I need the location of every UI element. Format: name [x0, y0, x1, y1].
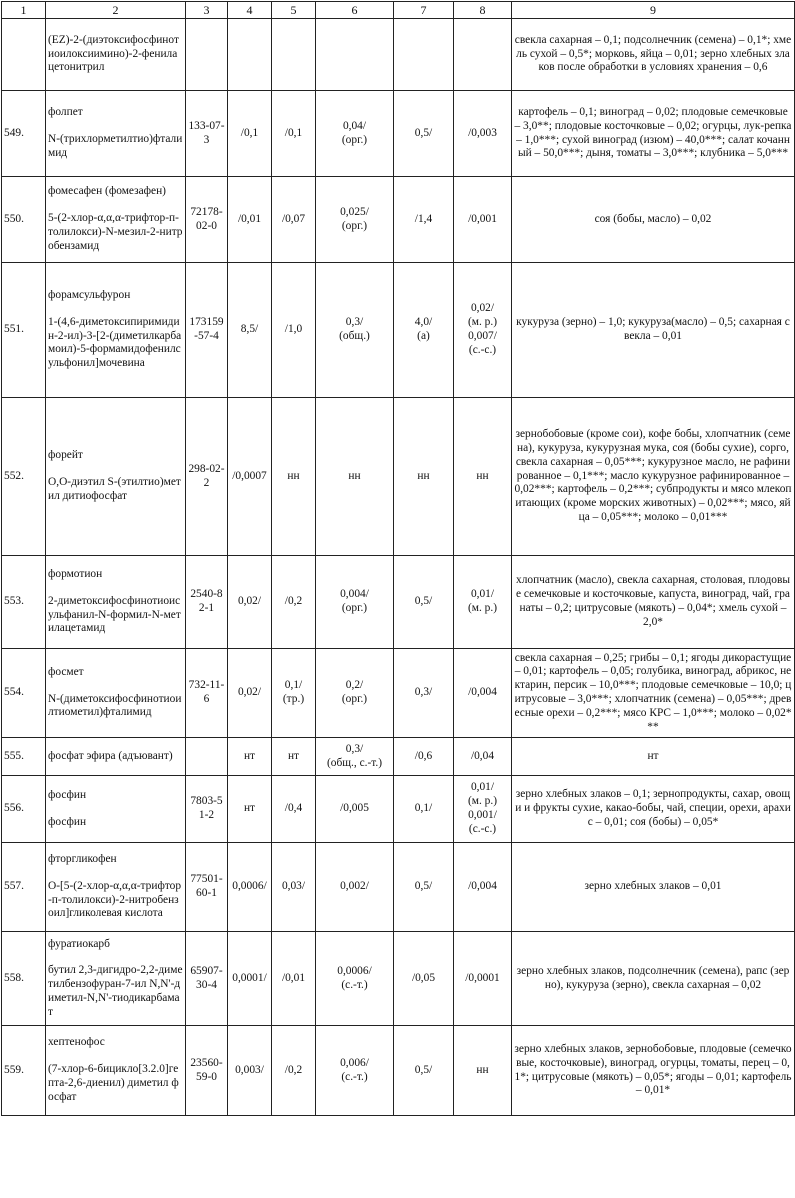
row-number-cell: 552.	[2, 398, 46, 556]
crops-cell: зернобобовые (кроме сои), кофе бобы, хлопчатник (семена), кукуруза, кукурузная мука, соя (бобы сухие), сорго, свекла сахарная – 0,05***; кукурузное масло, не рафинированное – 0,1***; масло кукурузное рафинированное – 0,02***; картофель – 0,2***; субпродукты и мясо млекопитающих (кроме морских животных) – 0,02***; мясо, яйца – 0,05***; молоко – 0,01***	[512, 398, 795, 556]
substance-name-cell	[46, 91, 186, 177]
substance-name-cell: (EZ)-2-(диэтоксифосфинотиоилоксиимино)-2-фенилацетонитрил	[46, 19, 186, 91]
norm-cell-4: 0,0001/	[228, 932, 272, 1026]
norm-value: 0,1/	[284, 679, 303, 692]
norm-cell-4: нт	[228, 776, 272, 843]
chemical-name: N-(диметоксифосфинотиоилтиометил)фталимид	[48, 692, 182, 719]
norm-cell-4: 0,02/	[228, 556, 272, 649]
column-header: 1	[2, 2, 46, 19]
norm-cell-7	[394, 263, 454, 398]
norm-cell-6	[316, 556, 394, 649]
column-header: 9	[512, 2, 795, 19]
crops-cell: хлопчатник (масло), свекла сахарная, столовая, плодовые семечковые и косточковые, капуста, виноград, чай, гранаты – 0,2; цитрусовые (мякоть) – 0,04*; хмель сухой – 2,0*	[512, 556, 795, 649]
substance-name-cell	[46, 177, 186, 263]
table-body	[2, 91, 795, 1116]
norm-value: (тр.)	[282, 693, 305, 705]
norm-value: 0,006/	[340, 1056, 369, 1069]
norm-cell-8	[454, 177, 512, 263]
norm-cell-5	[272, 649, 316, 738]
common-name: формотион	[48, 567, 103, 580]
header-row	[2, 2, 795, 19]
crops-cell: свекла сахарная – 0,1; подсолнечник (семена) – 0,1*; хмель сухой – 0,5*; морковь, яйца – 0,01; зерно хлебных злаков после обработки в условиях хранения – 0,6	[512, 19, 795, 91]
norm-cell-4: 0,02/	[228, 649, 272, 738]
substance-name-cell	[46, 776, 186, 843]
table-row	[2, 738, 795, 776]
norm-value: 0,0006/	[337, 964, 372, 977]
norm-value: /0,04	[470, 749, 495, 762]
common-name: форейт	[48, 449, 83, 462]
crops-cell: зерно хлебных злаков, подсолнечник (семена), рапс (зерно), кукуруза (зерно), свекла сахарная – 0,02	[512, 932, 795, 1026]
chemical-name: О,О-диэтил S-(этилтио)метил дитиофосфат	[48, 476, 181, 502]
chemical-name: N-(трихлорметилтио)фталимид	[48, 133, 183, 159]
chemical-name: O-[5-(2-хлор-α,α,α-трифтор-п-толилокси)-2-нитробензоил]гликолевая кислота	[48, 879, 182, 920]
table-row	[2, 91, 795, 177]
norm-cell-8	[454, 649, 512, 738]
norm-value: (м. р.)	[467, 602, 498, 614]
column-header: 8	[454, 2, 512, 19]
common-name: фосфат эфира (адъювант)	[48, 749, 173, 762]
norm-value: 0,1/	[414, 802, 433, 815]
crops-cell: зерно хлебных злаков – 0,01	[512, 843, 795, 932]
norm-value: /0,0001	[465, 971, 500, 984]
norm-value: (с.-с.)	[468, 343, 497, 356]
norm-cell-6	[316, 776, 394, 843]
common-name: фосмет	[48, 665, 84, 678]
crops-cell: кукуруза (зерно) – 1,0; кукуруза(масло) – 0,5; сахарная свекла – 0,01	[512, 263, 795, 398]
norm-value: 0,002/	[340, 880, 369, 893]
cas-number-cell	[186, 738, 228, 776]
norm-cell-5: /1,0	[272, 263, 316, 398]
table-row	[2, 177, 795, 263]
substance-name-cell	[46, 932, 186, 1026]
norm-value: (орг.)	[341, 693, 368, 705]
row-number-cell: 555.	[2, 738, 46, 776]
regulation-table	[1, 1, 795, 1116]
norm-cell-8	[454, 776, 512, 843]
norm-value: 0,01/	[470, 781, 495, 794]
common-name: фолпет	[48, 106, 83, 119]
cas-number-cell: 65907-30-4	[186, 932, 228, 1026]
cas-number-cell: 7803-51-2	[186, 776, 228, 843]
norm-cell-5: нн	[272, 398, 316, 556]
row-number-cell: 550.	[2, 177, 46, 263]
norm-value: /1,4	[414, 212, 433, 225]
norm-value: нн	[476, 1063, 489, 1076]
cas-number-cell: 732-11-6	[186, 649, 228, 738]
norm-cell-4: 0,0006/	[228, 843, 272, 932]
norm-cell-4: /0,0007	[228, 398, 272, 556]
norm-value: (орг.)	[341, 133, 368, 146]
norm-cell-8	[454, 556, 512, 649]
norm-value: 0,5/	[414, 595, 433, 608]
cas-number-cell: 23560-59-0	[186, 1026, 228, 1116]
chemical-name: (7-хлор-6-бицикло[3.2.0]гепта-2,6-диенил) диметил фосфат	[48, 1063, 179, 1103]
row-number-cell: 554.	[2, 649, 46, 738]
table-row	[2, 776, 795, 843]
table-row	[2, 843, 795, 932]
row-number-cell	[2, 19, 46, 91]
norm-cell-5: нт	[272, 738, 316, 776]
crops-cell: зерно хлебных злаков – 0,1; зернопродукты, сахар, овощи и фрукты сухие, какао-бобы, чай, специи, орехи, арахис – 0,01; соя (бобы) – 0,05*	[512, 776, 795, 843]
table-row	[2, 649, 795, 738]
norm-cell-6	[316, 932, 394, 1026]
crops-cell: соя (бобы, масло) – 0,02	[512, 177, 795, 263]
column-header: 3	[186, 2, 228, 19]
norm-cell-5: /0,2	[272, 556, 316, 649]
column-header: 6	[316, 2, 394, 19]
norm-cell-6	[316, 738, 394, 776]
norm-cell-4: 0,003/	[228, 1026, 272, 1116]
norm-value: (м. р.)	[467, 795, 498, 808]
norm-value: 0,2/	[345, 679, 364, 692]
norm-value: 0,3/	[345, 316, 364, 329]
row-number-cell: 558.	[2, 932, 46, 1026]
norm-value: (общ.)	[339, 330, 370, 342]
table-row-continuation	[2, 19, 795, 91]
norm-value: /0,004	[468, 880, 497, 893]
norm-value: 0,001/	[468, 809, 497, 821]
norm-value: (орг.)	[341, 219, 368, 232]
common-name: фторгликофен	[48, 852, 117, 865]
norm-cell-6	[316, 263, 394, 398]
norm-value: 0,5/	[414, 126, 433, 139]
cas-number-cell: 298-02-2	[186, 398, 228, 556]
substance-name-cell	[46, 556, 186, 649]
norm-value: нн	[417, 469, 430, 482]
norm-cell-7	[394, 91, 454, 177]
norm-cell-8	[454, 263, 512, 398]
norm-cell-6	[316, 177, 394, 263]
chemical-name: 5-(2-хлор-α,α,α-трифтор-п-толилокси)-N-мезил-2-нитробензамид	[48, 212, 183, 252]
crops-cell: нт	[512, 738, 795, 776]
norm-value: 0,025/	[340, 205, 369, 218]
norm-value: /0,05	[411, 971, 436, 984]
row-number-cell: 556.	[2, 776, 46, 843]
norm-value: /0,001	[468, 212, 497, 225]
norm-value: 4,0/	[414, 316, 433, 329]
column-header: 2	[46, 2, 186, 19]
column-header: 5	[272, 2, 316, 19]
norm-cell-4: 8,5/	[228, 263, 272, 398]
norm-cell-7	[394, 649, 454, 738]
chemical-name: 1-(4,6-диметоксипиримидин-2-ил)-3-[2-(диметилкарбамоил)-5-формамидофенилсульфонил]мочевина	[48, 315, 182, 370]
norm-cell-6	[316, 843, 394, 932]
norm-cell-7	[394, 843, 454, 932]
norm-cell-6	[316, 91, 394, 177]
norm-cell-7	[394, 556, 454, 649]
norm-cell-6	[316, 649, 394, 738]
norm-cell-7	[394, 776, 454, 843]
norm-cell-8	[454, 1026, 512, 1116]
common-name: хептенофос	[48, 1036, 105, 1049]
column-header: 4	[228, 2, 272, 19]
norm-cell-8	[454, 932, 512, 1026]
common-name: фосфин	[48, 788, 87, 801]
norm-cell-5: /0,1	[272, 91, 316, 177]
norm-cell-4: /0,01	[228, 177, 272, 263]
row-number-cell: 559.	[2, 1026, 46, 1116]
row-number-cell: 553.	[2, 556, 46, 649]
norm-value: /0,004	[468, 686, 497, 699]
substance-name-cell	[46, 738, 186, 776]
norm-value: /0,005	[340, 802, 369, 815]
norm-cell-5: /0,01	[272, 932, 316, 1026]
table-row	[2, 1026, 795, 1116]
common-name: фомесафен (фомезафен)	[48, 185, 166, 198]
norm-value: (м. р.)	[467, 316, 498, 329]
norm-cell-5: /0,2	[272, 1026, 316, 1116]
substance-name-cell	[46, 649, 186, 738]
norm-value: (с.-с.)	[468, 822, 497, 835]
norm-cell-4: /0,1	[228, 91, 272, 177]
substance-name-cell	[46, 1026, 186, 1116]
norm-cell-7	[394, 932, 454, 1026]
row-number-cell: 551.	[2, 263, 46, 398]
norm-value: 0,5/	[414, 1063, 433, 1076]
norm-cell-6	[316, 1026, 394, 1116]
cas-number-cell: 2540-82-1	[186, 556, 228, 649]
cas-number-cell: 77501-60-1	[186, 843, 228, 932]
norm-cell-8	[454, 843, 512, 932]
norm-value: (орг.)	[341, 602, 368, 614]
norm-cell-7	[394, 1026, 454, 1116]
norm-value: /0,6	[414, 749, 433, 762]
table-row	[2, 556, 795, 649]
substance-name-cell	[46, 263, 186, 398]
norm-cell-7	[394, 177, 454, 263]
norm-cell-5: 0,03/	[272, 843, 316, 932]
norm-value: 0,5/	[414, 880, 433, 893]
substance-name-cell	[46, 843, 186, 932]
norm-cell-8	[454, 91, 512, 177]
crops-cell: зерно хлебных злаков, зернобобовые, плодовые (семечковые, косточковые), виноград, огурцы, томаты, перец – 0,1*; цитрусовые (мякоть) – 0,05*; ягоды – 0,01; картофель – 0,01*	[512, 1026, 795, 1116]
norm-value: (с.-т.)	[341, 1070, 368, 1083]
norm-cell-5: /0,4	[272, 776, 316, 843]
norm-value: 0,3/	[414, 686, 433, 699]
norm-value: 0,01/	[470, 588, 495, 601]
norm-value: (с.-т.)	[341, 978, 368, 991]
norm-value: 0,04/	[342, 119, 367, 132]
norm-value: нн	[476, 469, 489, 482]
common-name: фуратиокарб	[48, 937, 110, 950]
crops-cell: картофель – 0,1; виноград – 0,02; плодовые семечковые – 3,0**; плодовые косточковые – 0,02; огурцы, лук-репка – 1,0***; сухой виноград (изюм) – 40,0***; салат кочанный – 50,0***; дыня, томаты – 3,0***; клубника – 5,0***	[512, 91, 795, 177]
norm-cell-5: /0,07	[272, 177, 316, 263]
norm-value: /0,003	[468, 126, 497, 139]
norm-value: нн	[348, 469, 361, 482]
cas-number-cell: 72178-02-0	[186, 177, 228, 263]
norm-cell-6	[316, 398, 394, 556]
substance-name-cell	[46, 398, 186, 556]
chemical-name: фосфин	[48, 815, 87, 828]
table-row	[2, 263, 795, 398]
norm-value: 0,02/	[470, 302, 495, 315]
norm-value: (общ., с.-т.)	[326, 756, 383, 769]
chemical-name: бутил 2,3-дигидро-2,2-диметилбензофуран-7-ил N,N'-диметил-N,N'-тиодикарбамат	[48, 964, 183, 1018]
cas-number-cell: 133-07-3	[186, 91, 228, 177]
norm-cell-7	[394, 398, 454, 556]
norm-value: (а)	[417, 330, 430, 342]
norm-value: 0,007/	[468, 330, 497, 342]
norm-cell-8	[454, 398, 512, 556]
cas-number-cell: 173159-57-4	[186, 263, 228, 398]
norm-cell-4: нт	[228, 738, 272, 776]
row-number-cell: 557.	[2, 843, 46, 932]
norm-cell-8	[454, 738, 512, 776]
chemical-name: 2-диметоксифосфинотиоиcульфанил-N-формил-N-метилацетамид	[48, 594, 181, 635]
table-row	[2, 398, 795, 556]
row-number-cell: 549.	[2, 91, 46, 177]
common-name: форамсульфурон	[48, 289, 131, 301]
norm-cell-7	[394, 738, 454, 776]
crops-cell: свекла сахарная – 0,25; грибы – 0,1; ягоды дикорастущие – 0,01; картофель – 0,05; голубика, виноград, абрикос, нектарин, персик – 10,0***; плодовые семечковые – 10,0; цитрусовые – 3,0***; хлопчатник (семена) – 0,05***; древесные орехи – 0,2***; мясо КРС – 1,0***; молоко – 0,02***	[512, 649, 795, 738]
table-row	[2, 932, 795, 1026]
norm-value: 0,004/	[340, 588, 369, 601]
column-header: 7	[394, 2, 454, 19]
norm-value: 0,3/	[345, 742, 364, 755]
